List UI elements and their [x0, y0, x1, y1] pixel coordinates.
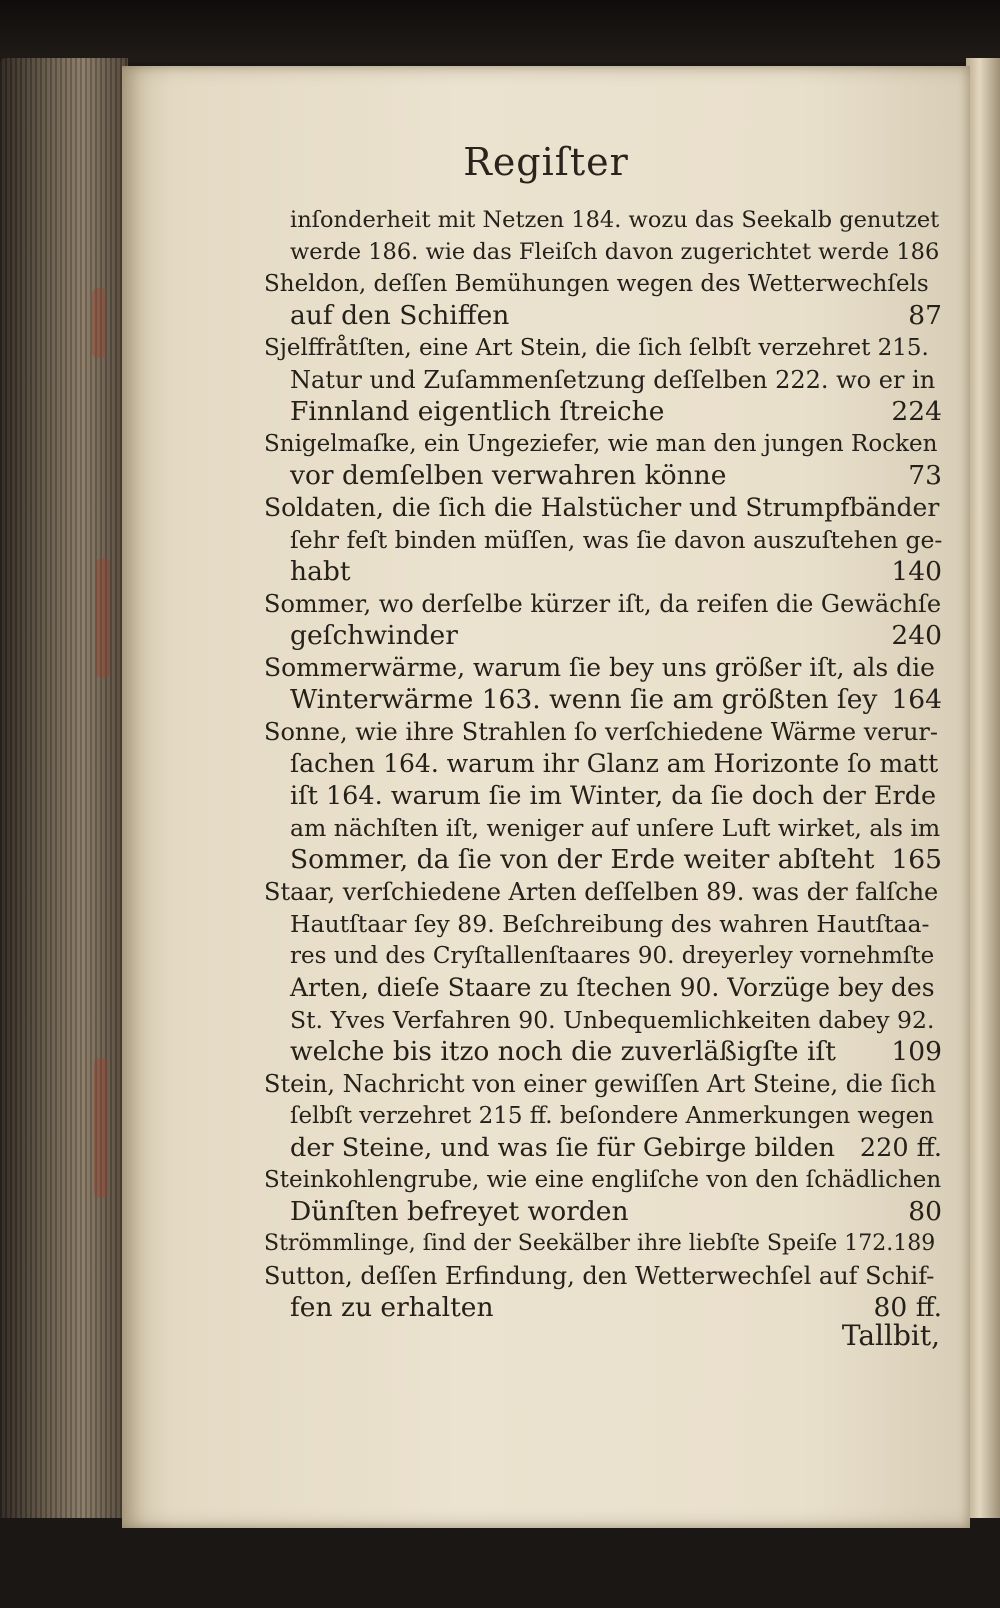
register-line-text: ſehr feſt binden müſſen, was ſie davon auszuſtehen ge-: [290, 526, 943, 554]
register-line-text: Hautſtaar ſey 89. Beſchreibung des wahren Hautſtaa-: [290, 910, 930, 938]
register-line-text: Sutton, deſſen Erfindung, den Wetterwechſel auf Schif-: [264, 1262, 935, 1290]
background-top: [0, 0, 1000, 62]
register-line: [264, 1227, 942, 1261]
register-line: [264, 1163, 942, 1197]
register-line: [290, 459, 942, 493]
register-line: [290, 363, 942, 397]
register-page-number: 224: [891, 396, 942, 427]
register-line-text: Sonne, wie ihre Strahlen ſo verſchiedene Wärme verur-: [264, 718, 938, 746]
register-line: [264, 1259, 942, 1293]
register-line: [290, 907, 942, 941]
register-line: [264, 651, 942, 685]
register-line: [290, 1003, 942, 1037]
register-line-text: Arten, dieſe Staare zu ſtechen 90. Vorzüge bey des: [290, 973, 935, 1002]
register-line-text: Winterwärme 163. wenn ſie am größten ſey: [290, 684, 878, 715]
register-page-number: 80 ff.: [873, 1292, 942, 1323]
register-line-text: auf den Schiffen: [290, 300, 510, 331]
register-page-number: 220 ff.: [859, 1133, 942, 1163]
register-line: [264, 491, 942, 525]
register-line: [290, 971, 942, 1005]
register-line: [290, 555, 942, 589]
register-line: [290, 747, 942, 781]
register-line-text: Sommer, wo derſelbe kürzer iſt, da reifen die Gewächſe: [264, 590, 942, 618]
register-line: [264, 875, 942, 909]
register-line: [264, 1067, 942, 1101]
register-line: [264, 715, 942, 749]
register-line-text: Steinkohlengrube, wie eine engliſche von den ſchädlichen: [264, 1167, 942, 1193]
register-page-number: 140: [891, 556, 942, 587]
register-line-text: der Steine, und was ſie für Gebirge bilden: [290, 1133, 835, 1163]
register-line-text: vor demſelben verwahren könne: [290, 460, 727, 491]
register-page-number: 80: [908, 1196, 942, 1227]
register-line-text: Finnland eigentlich ſtreiche: [290, 396, 665, 427]
register-line: [290, 683, 942, 717]
register-line: [264, 587, 942, 621]
register-page-number: 109: [891, 1036, 942, 1067]
register-line-text: Strömmlinge, ſind der Seekälber ihre liebſte Speiſe 172.189: [264, 1231, 936, 1256]
register-page-number: 165: [891, 844, 942, 875]
register-line-text: Sommer, da ſie von der Erde weiter abſteht: [290, 844, 875, 875]
register-line: [290, 939, 942, 973]
register-page-number: 87: [908, 300, 942, 331]
register-page-number: 240: [891, 620, 942, 651]
book-page-edges-right: [966, 58, 1000, 1518]
register-line-text: iſt 164. warum ſie im Winter, da ſie doch der Erde: [290, 781, 937, 811]
register-line-text: ſelbſt verzehret 215 ff. beſondere Anmerkungen wegen: [290, 1103, 934, 1129]
register-line-text: inſonderheit mit Netzen 184. wozu das Seekalb genutzet: [290, 207, 940, 233]
register-line-text: fen zu erhalten: [290, 1292, 494, 1323]
register-line-text: welche bis itzo noch die zuverläßigſte iſt: [290, 1036, 836, 1067]
register-line: [290, 299, 942, 333]
register-line: [290, 811, 942, 845]
register-line-text: geſchwinder: [290, 620, 458, 651]
register-line-text: Natur und Zuſammenſetzung deſſelben 222. wo er in: [290, 366, 936, 394]
register-line-text: habt: [290, 556, 351, 587]
register-line-text: Staar, verſchiedene Arten deſſelben 89. was der falſche: [264, 878, 939, 906]
register-line: [290, 1035, 942, 1069]
register-line-text: Sommerwärme, warum ſie bey uns größer iſt, als die: [264, 653, 935, 682]
register-line: [264, 267, 942, 301]
register-page-number: 164: [891, 684, 942, 715]
book-page-edges-left: [0, 58, 128, 1518]
register-line: [264, 427, 942, 461]
register-line-text: Stein, Nachricht von einer gewiſſen Art Steine, die ſich: [264, 1070, 937, 1098]
register-line-text: Soldaten, die ſich die Halstücher und Strumpfbänder: [264, 493, 940, 522]
page-title: Regiſter: [463, 140, 629, 184]
register-line-text: res und des Cryſtallenſtaares 90. dreyerley vornehmſte: [290, 943, 935, 969]
register-line: [290, 843, 942, 877]
register-line: [290, 779, 942, 813]
catchword: Tallbit,: [841, 1319, 940, 1352]
register-line: [290, 395, 942, 429]
register-line: [290, 235, 942, 269]
register-line: [290, 619, 942, 653]
register-page-number: 73: [908, 460, 942, 491]
register-line: [290, 523, 942, 557]
register-line-text: ſachen 164. warum ihr Glanz am Horizonte ſo matt: [290, 749, 939, 778]
register-line: [290, 1195, 942, 1229]
register-line-text: Sheldon, deſſen Bemühungen wegen des Wetterwechſels: [264, 271, 929, 297]
register-line-text: Snigelmaſke, ein Ungeziefer, wie man den jungen Rocken: [264, 431, 938, 457]
register-line-text: Sjelffråtſten, eine Art Stein, die ſich ſelbſt verzehret 215.: [264, 335, 929, 361]
register-line: [264, 331, 942, 365]
register-line-text: am nächſten iſt, weniger auf unſere Luft wirket, als im: [290, 814, 941, 842]
book-page: [122, 66, 970, 1528]
register-line-text: werde 186. wie das Fleiſch davon zugerichtet werde 186: [290, 239, 940, 265]
register-line-text: St. Yves Verfahren 90. Unbequemlichkeiten dabey 92.: [290, 1006, 935, 1034]
register-line: [290, 203, 942, 237]
register-line: [290, 1099, 942, 1133]
register-line: [290, 1131, 942, 1165]
register-line-text: Dünſten befreyet worden: [290, 1196, 629, 1227]
